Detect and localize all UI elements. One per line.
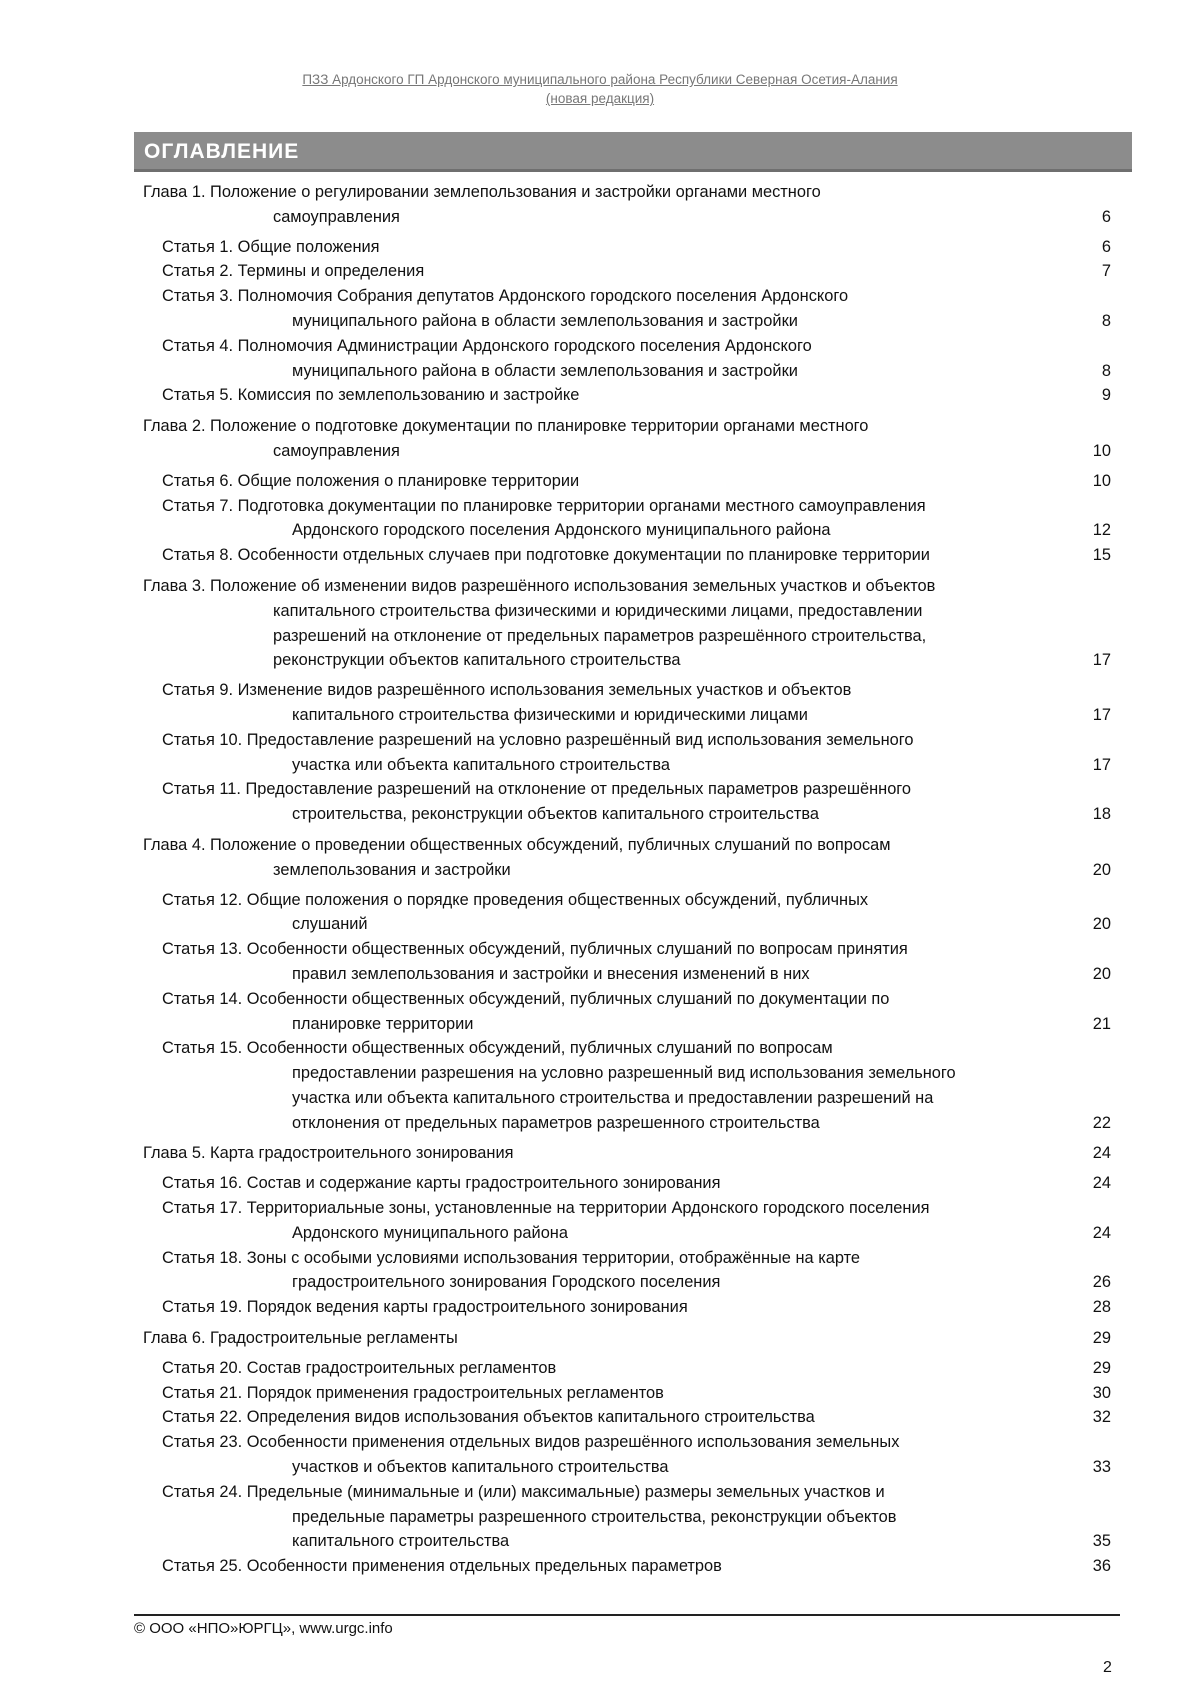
toc-entry-title-continued: капитального строительства <box>292 1532 510 1551</box>
toc-article-entry[interactable] <box>143 383 1111 408</box>
toc-chapter-entry[interactable] <box>143 180 1111 230</box>
toc-page-number: 24 <box>1092 1223 1111 1242</box>
toc-entry-title: Статья 13. Особенности общественных обсуждений, публичных слушаний по вопросам принятия <box>162 940 908 959</box>
toc-article-entry[interactable] <box>143 235 1111 260</box>
toc-entry-title: Статья 3. Полномочия Собрания депутатов Ардонского городского поселения Ардонского <box>162 287 849 306</box>
toc-page-number: 15 <box>1092 546 1111 565</box>
toc-entry-title: Глава 4. Положение о проведении общественных обсуждений, публичных слушаний по вопросам <box>143 835 891 854</box>
toc-page-number: 26 <box>1092 1273 1111 1292</box>
toc-page-number: 29 <box>1092 1329 1111 1348</box>
toc-page-number: 20 <box>1092 964 1111 983</box>
toc-entry-title-continued: самоуправления <box>273 441 400 460</box>
toc-article-entry[interactable] <box>143 1554 1111 1579</box>
toc-article-entry[interactable] <box>143 678 1111 728</box>
toc-article-entry[interactable] <box>143 987 1111 1037</box>
toc-entry-title: Статья 9. Изменение видов разрешённого использования земельных участков и объектов <box>162 681 852 700</box>
toc-page-number: 10 <box>1092 441 1111 460</box>
toc-article-entry[interactable] <box>143 334 1111 384</box>
toc-page-number: 18 <box>1092 805 1111 824</box>
toc-page-number: 35 <box>1092 1532 1111 1551</box>
toc-entry-title-continued: отклонения от предельных параметров разрешенного строительства <box>292 1113 820 1132</box>
toc-article-entry[interactable] <box>143 1430 1111 1480</box>
toc-entry-title: Статья 12. Общие положения о порядке проведения общественных обсуждений, публичных <box>162 890 869 909</box>
toc-entry-title-continued: реконструкции объектов капитального строительства <box>273 651 681 670</box>
toc-page-number: 12 <box>1092 521 1111 540</box>
footer-divider <box>134 1614 1120 1616</box>
toc-page-number: 22 <box>1092 1113 1111 1132</box>
toc-article-entry[interactable] <box>143 1480 1111 1554</box>
toc-article-entry[interactable] <box>143 1171 1111 1196</box>
header-line-2: (новая редакция) <box>545 91 655 106</box>
toc-article-entry[interactable] <box>143 937 1111 987</box>
toc-chapter-entry[interactable] <box>143 574 1111 673</box>
toc-entry-title-continued: правил землепользования и застройки и внесения изменений в них <box>292 964 810 983</box>
toc-entry-title: Статья 19. Порядок ведения карты градостроительного зонирования <box>162 1298 688 1317</box>
toc-page-number: 10 <box>1092 471 1111 490</box>
toc-entry-title-continued: планировке территории <box>292 1014 474 1033</box>
toc-chapter-entry[interactable] <box>143 1326 1111 1351</box>
toc-entry-title: Статья 16. Состав и содержание карты градостроительного зонирования <box>162 1174 721 1193</box>
toc-entry-title: Статья 4. Полномочия Администрации Ардонского городского поселения Ардонского <box>162 336 812 355</box>
toc-page-number: 36 <box>1092 1557 1111 1576</box>
toc-chapter-entry[interactable] <box>143 833 1111 883</box>
toc-page-number: 8 <box>1101 311 1111 330</box>
toc-entry-title: Статья 21. Порядок применения градостроительных регламентов <box>162 1383 664 1402</box>
table-of-contents <box>143 180 1111 1579</box>
toc-entry-title: Статья 1. Общие положения <box>162 237 380 256</box>
page-number: 2 <box>1103 1659 1112 1676</box>
toc-entry-title-continued: участка или объекта капитального строительства и предоставлении разрешений на <box>292 1088 934 1107</box>
toc-entry-title: Статья 24. Предельные (минимальные и (или) максимальные) размеры земельных участков и <box>162 1482 885 1501</box>
toc-entry-title: Статья 8. Особенности отдельных случаев при подготовке документации по планировке территории <box>162 546 930 565</box>
toc-entry-title-continued: участка или объекта капитального строительства <box>292 755 670 774</box>
toc-chapter-entry[interactable] <box>143 1141 1111 1166</box>
toc-article-entry[interactable] <box>143 1036 1111 1135</box>
toc-entry-title-continued: муниципального района в области землепользования и застройки <box>292 361 798 380</box>
toc-entry-title: Статья 17. Территориальные зоны, установленные на территории Ардонского городского поселения <box>162 1199 930 1218</box>
toc-page-number: 7 <box>1101 262 1111 281</box>
toc-entry-title-continued: муниципального района в области землепользования и застройки <box>292 311 798 330</box>
toc-page-number: 6 <box>1101 237 1111 256</box>
toc-article-entry[interactable] <box>143 728 1111 778</box>
toc-article-entry[interactable] <box>143 777 1111 827</box>
toc-article-entry[interactable] <box>143 1405 1111 1430</box>
toc-page-number: 20 <box>1092 860 1111 879</box>
toc-entry-title: Глава 6. Градостроительные регламенты <box>143 1329 458 1348</box>
toc-article-entry[interactable] <box>143 1381 1111 1406</box>
footer-copyright: © ООО «НПО»ЮРГЦ», www.urgc.info <box>134 1620 393 1637</box>
toc-title: ОГЛАВЛЕНИЕ <box>134 132 1132 172</box>
toc-entry-title-continued: Ардонского муниципального района <box>292 1223 568 1242</box>
toc-entry-title: Глава 1. Положение о регулировании землепользования и застройки органами местного <box>143 183 821 201</box>
toc-entry-title: Статья 6. Общие положения о планировке территории <box>162 471 580 490</box>
toc-entry-title: Статья 7. Подготовка документации по планировке территории органами местного самоуправления <box>162 496 926 515</box>
toc-article-entry[interactable] <box>143 888 1111 938</box>
toc-article-entry[interactable] <box>143 284 1111 334</box>
toc-page-number: 17 <box>1092 755 1111 774</box>
toc-entry-title-continued: самоуправления <box>273 207 400 226</box>
toc-entry-title: Статья 15. Особенности общественных обсуждений, публичных слушаний по вопросам <box>162 1039 833 1058</box>
toc-entry-title: Глава 2. Положение о подготовке документации по планировке территории органами местного <box>143 417 869 436</box>
toc-page-number: 28 <box>1092 1298 1111 1317</box>
toc-page-number: 21 <box>1092 1014 1111 1033</box>
toc-entry-title: Статья 5. Комиссия по землепользованию и застройке <box>162 386 580 405</box>
toc-page-number: 29 <box>1092 1358 1111 1377</box>
toc-entry-title: Статья 11. Предоставление разрешений на отклонение от предельных параметров разрешённого <box>162 780 912 799</box>
toc-article-entry[interactable] <box>143 1246 1111 1296</box>
toc-page-number: 9 <box>1101 386 1111 405</box>
toc-page-number: 20 <box>1092 915 1111 934</box>
toc-page-number: 32 <box>1092 1408 1111 1427</box>
toc-page-number: 24 <box>1092 1174 1111 1193</box>
toc-entry-title-continued: капитального строительства физическими и юридическими лицами <box>292 705 808 724</box>
toc-entry-title: Статья 14. Особенности общественных обсуждений, публичных слушаний по документации по <box>162 989 890 1008</box>
toc-page-number: 6 <box>1101 207 1111 226</box>
toc-entry-title-continued: слушаний <box>292 915 368 934</box>
toc-article-entry[interactable] <box>143 469 1111 494</box>
toc-article-entry[interactable] <box>143 1356 1111 1381</box>
toc-entry-title-continued: предельные параметры разрешенного строительства, реконструкции объектов <box>292 1507 897 1526</box>
toc-article-entry[interactable] <box>143 494 1111 544</box>
toc-entry-title-continued: капитального строительства физическими и юридическими лицами, предоставлении <box>273 601 923 620</box>
toc-article-entry[interactable] <box>143 1196 1111 1246</box>
toc-page-number: 30 <box>1092 1383 1111 1402</box>
toc-page-number: 33 <box>1092 1458 1111 1477</box>
toc-entry-title: Статья 20. Состав градостроительных регламентов <box>162 1358 557 1377</box>
toc-chapter-entry[interactable] <box>143 414 1111 464</box>
header-line-1: ПЗЗ Ардонского ГП Ардонского муниципального района Республики Северная Осетия-Алания <box>302 72 898 87</box>
toc-article-entry[interactable] <box>143 1295 1111 1320</box>
toc-entry-title-continued: участков и объектов капитального строительства <box>292 1458 669 1477</box>
toc-entry-title: Статья 22. Определения видов использования объектов капитального строительства <box>162 1408 815 1427</box>
toc-entry-title-continued: строительства, реконструкции объектов капитального строительства <box>292 805 820 824</box>
toc-entry-title-continued: землепользования и застройки <box>273 860 511 879</box>
running-header <box>0 70 1200 108</box>
toc-entry-title: Статья 10. Предоставление разрешений на условно разрешённый вид использования земельного <box>162 730 914 749</box>
toc-entry-title-continued: разрешений на отклонение от предельных параметров разрешённого строительства, <box>273 626 927 645</box>
toc-entry-title-continued: Ардонского городского поселения Ардонского муниципального района <box>292 521 831 540</box>
toc-page-number: 24 <box>1092 1144 1111 1163</box>
toc-entry-title: Статья 25. Особенности применения отдельных предельных параметров <box>162 1557 722 1576</box>
toc-page-number: 8 <box>1101 361 1111 380</box>
toc-entry-title: Глава 5. Карта градостроительного зонирования <box>143 1144 514 1163</box>
toc-entry-title: Статья 2. Термины и определения <box>162 262 425 281</box>
toc-page-number: 17 <box>1092 705 1111 724</box>
toc-page-number: 17 <box>1092 651 1111 670</box>
toc-entry-title: Статья 18. Зоны с особыми условиями использования территории, отображённые на карте <box>162 1248 861 1267</box>
toc-article-entry[interactable] <box>143 259 1111 284</box>
toc-article-entry[interactable] <box>143 543 1111 568</box>
toc-entry-title: Глава 3. Положение об изменении видов разрешённого использования земельных участков и объектов <box>143 576 936 595</box>
toc-entry-title-continued: предоставлении разрешения на условно разрешенный вид использования земельного <box>292 1064 956 1083</box>
toc-entry-title: Статья 23. Особенности применения отдельных видов разрешённого использования земельных <box>162 1433 900 1452</box>
toc-entry-title-continued: градостроительного зонирования Городского поселения <box>292 1273 721 1292</box>
